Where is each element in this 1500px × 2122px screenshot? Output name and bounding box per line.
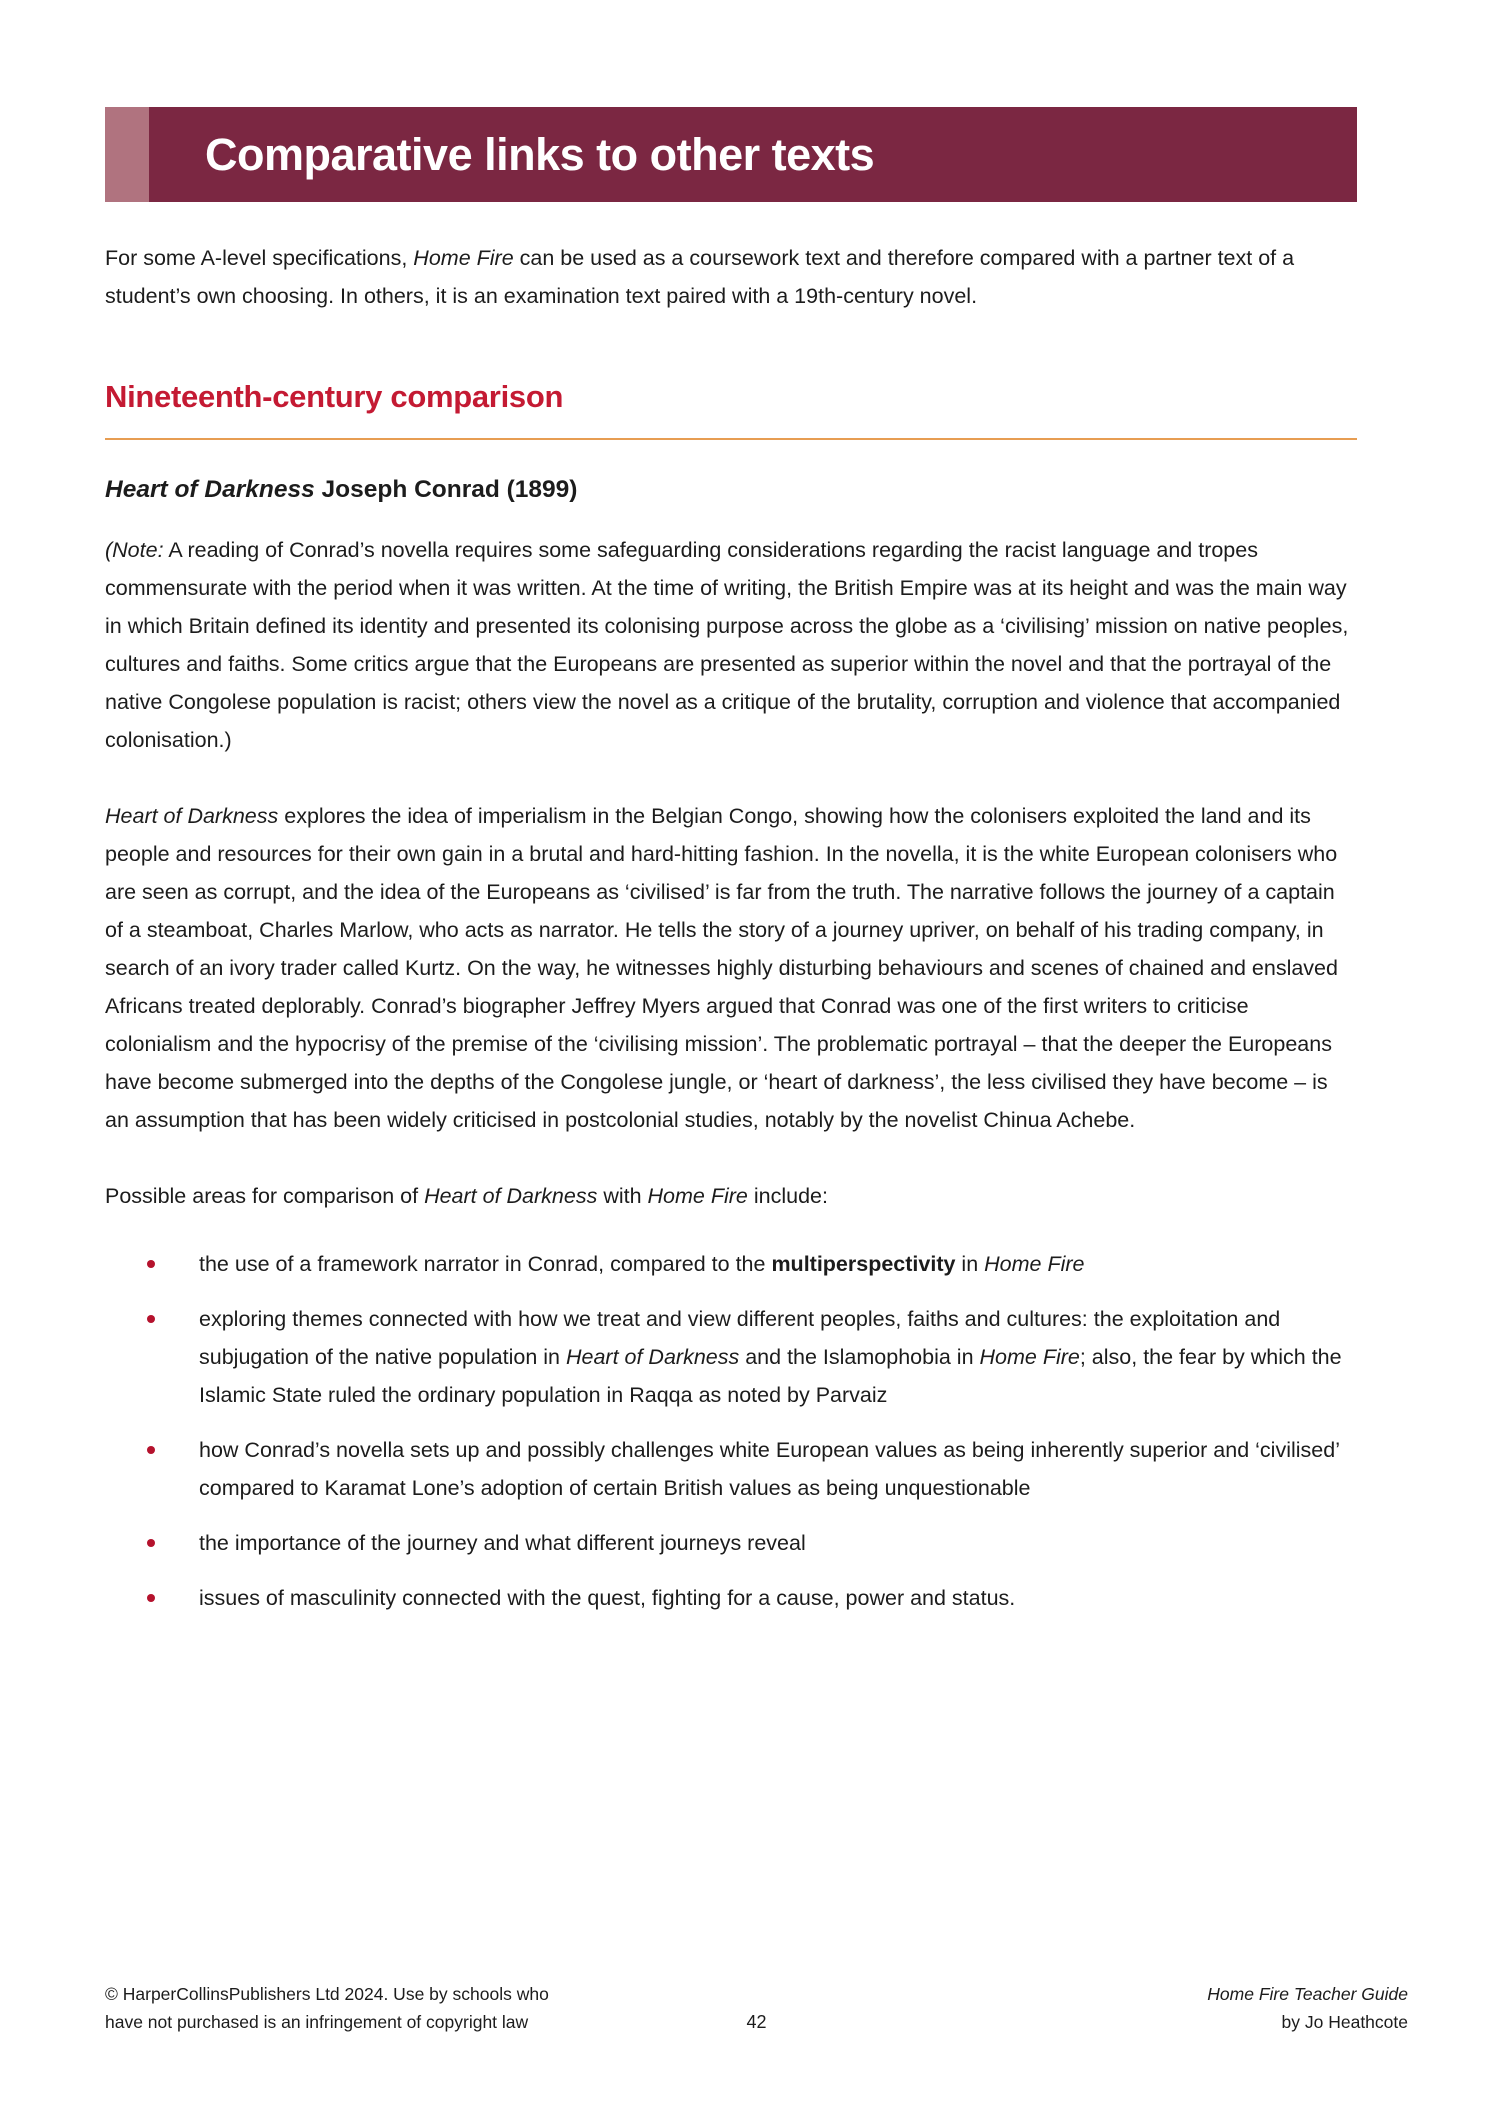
page-content xyxy=(105,202,1357,1634)
text-segment: Home Fire xyxy=(984,1252,1085,1276)
copyright-line-2: have not purchased is an infringement of copyright law xyxy=(105,2012,529,2032)
comparison-bullet-list xyxy=(105,1245,1357,1617)
guide-title: Home Fire Teacher Guide xyxy=(1207,1984,1408,2004)
text-segment: Heart of Darkness xyxy=(105,476,315,503)
section-divider xyxy=(105,438,1357,440)
text-segment: exploring themes connected with how we treat and view different peoples, faiths and cultures: the exploitation and subjugation of the native population in xyxy=(199,1307,1281,1369)
text-segment: include: xyxy=(747,1184,828,1208)
guide-credit xyxy=(767,1980,1408,2036)
list-item xyxy=(105,1245,1357,1283)
text-segment: explores the idea of imperialism in the Belgian Congo, showing how the colonisers exploited the land and its people and resources for their own gain in a brutal and hard-hitting fashion. In the novella, it is the white European colonisers who are seen as corrupt, and the idea of the Europeans as ‘civilised’ is far from the truth. The narrative follows the journey of a captain of a steamboat, Charles Marlow, who acts as narrator. He tells the story of a journey upriver, on behalf of his trading company, in search of an ivory trader called Kurtz. On the way, he witnesses highly disturbing behaviours and scenes of chained and enslaved Africans treated deplorably. Conrad’s biographer Jeffrey Myers argued that Conrad was one of the first writers to criticise colonialism and the hypocrisy of the premise of the ‘civilising mission’. The problematic portrayal – that the deeper the Europeans have become submerged into the depths of the Congolese jungle, or ‘heart of darkness’, the less civilised they have become – is an assumption that has been widely criticised in postcolonial studies, notably by the novelist Chinua Achebe. xyxy=(105,804,1338,1132)
intro-paragraph xyxy=(105,239,1357,315)
list-item xyxy=(105,1431,1357,1507)
text-segment: (Note: xyxy=(105,538,164,562)
page-title: Comparative links to other texts xyxy=(205,128,875,180)
text-segment: issues of masculinity connected with the quest, fighting for a cause, power and status. xyxy=(199,1586,1016,1610)
note-paragraph xyxy=(105,531,1357,759)
list-item-text xyxy=(199,1431,1357,1507)
bullet-icon xyxy=(147,1539,155,1547)
banner-accent-stripe xyxy=(105,107,149,202)
text-segment: Home Fire xyxy=(979,1345,1080,1369)
text-segment: For some A-level specifications, xyxy=(105,246,414,270)
text-segment: in xyxy=(955,1252,985,1276)
text-segment: Heart of Darkness xyxy=(105,804,279,828)
text-segment: and the Islamophobia in xyxy=(739,1345,980,1369)
bullet-icon xyxy=(147,1260,155,1268)
list-item xyxy=(105,1579,1357,1617)
text-segment: A reading of Conrad’s novella requires some safeguarding considerations regarding the racist language and tropes commensurate with the period when it was written. At the time of writing, the British Empire was at its height and was the main way in which Britain defined its identity and presented its colonising purpose across the globe as a ‘civilising’ mission on native peoples, cultures and faiths. Some critics argue that the Europeans are presented as superior within the novel and that the portrayal of the native Congolese population is racist; others view the novel as a critique of the brutality, corruption and violence that accompanied colonisation.) xyxy=(105,538,1349,752)
text-segment: with xyxy=(597,1184,648,1208)
page-number: 42 xyxy=(746,2012,767,2032)
list-item-text xyxy=(199,1300,1357,1414)
list-item-text xyxy=(199,1245,1084,1283)
bullet-icon xyxy=(147,1446,155,1454)
text-segment: Joseph Conrad (1899) xyxy=(314,476,578,503)
main-paragraph xyxy=(105,797,1357,1139)
chapter-title-banner xyxy=(105,107,1357,202)
guide-author: by Jo Heathcote xyxy=(1281,2012,1408,2032)
section-heading: Nineteenth-century comparison xyxy=(105,379,564,414)
copyright-notice xyxy=(105,1980,746,2036)
text-segment: Home Fire xyxy=(647,1184,748,1208)
page-footer xyxy=(105,1980,1408,2036)
text-segment: Possible areas for comparison of xyxy=(105,1184,425,1208)
text-segment: the use of a framework narrator in Conrad, compared to the xyxy=(199,1252,772,1276)
list-item xyxy=(105,1524,1357,1562)
text-segment: how Conrad’s novella sets up and possibly challenges white European values as being inherently superior and ‘civilised’ compared to Karamat Lone’s adoption of certain British values as being unquestionable xyxy=(199,1438,1340,1500)
text-segment: can be used as a coursework text and therefore compared with a partner text of a student’s own choosing. In others, it is an examination text paired with a 19th-century novel. xyxy=(105,246,1295,308)
list-item-text xyxy=(199,1524,806,1562)
text-segment: Home Fire xyxy=(413,246,514,270)
text-segment: Heart of Darkness xyxy=(424,1184,598,1208)
list-item-text xyxy=(199,1579,1015,1617)
comparison-intro xyxy=(105,1177,1357,1215)
book-subheading xyxy=(105,476,1357,504)
list-item xyxy=(105,1300,1357,1414)
text-segment: ; also, the fear by which the Islamic State ruled the ordinary population in Raqqa as noted by Parvaiz xyxy=(199,1345,1342,1407)
bullet-icon xyxy=(147,1315,155,1323)
text-segment: Heart of Darkness xyxy=(565,1345,740,1369)
text-segment: multiperspectivity xyxy=(771,1252,956,1276)
bullet-icon xyxy=(147,1594,155,1602)
text-segment: the importance of the journey and what different journeys reveal xyxy=(199,1531,806,1555)
copyright-line-1: © HarperCollinsPublishers Ltd 2024. Use by schools who xyxy=(105,1984,549,2004)
